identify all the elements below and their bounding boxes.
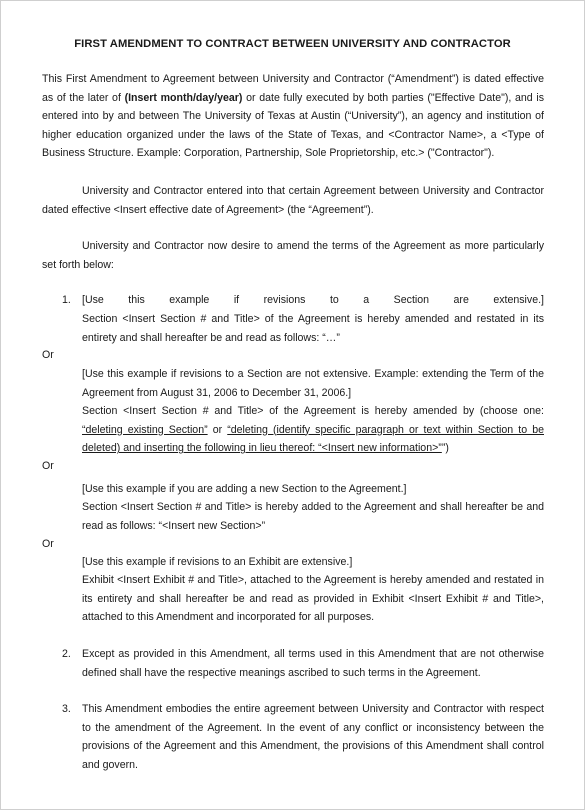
or-label-3: Or [42,538,54,550]
intro-text-2: or date fully executed by both parties ("Effective Date"), and is entered into by and between The University of Texas at Austin (“University”), an agency and institution of higher education organized under the laws of the State of Texas, and <Contractor Name>, a <Type of Business Structure. Example: Corporation, Partnership, Sole Proprietorship, etc.> ("Contractor"). [42,91,544,160]
item-2-number: 2. [62,648,71,660]
option-2-text-c: ”) [441,442,449,455]
item-1-text: Section <Insert Section # and Title> of the Agreement is hereby amended and restated in its entirety and shall hereafter be and read as follows: “…” [82,313,544,344]
option-3-text: Section <Insert Section # and Title> is hereby added to the Agreement and shall hereafter be and read as follows: “<Insert new Section>” [82,501,544,532]
intro-date-placeholder: (Insert month/day/year) [124,91,243,104]
item-3-number: 3. [62,703,71,715]
option-2-text [82,402,544,458]
document-title: FIRST AMENDMENT TO CONTRACT BETWEEN UNIVERSITY AND CONTRACTOR [74,38,511,50]
option-2-note: [Use this example if revisions to a Section are not extensive. Example: extending the Term of the Agreement from August 31, 2006 to December 31, 2006.] [82,368,544,399]
option-2-choice-1: “deleting existing Section” [82,423,208,436]
option-4-text: Exhibit <Insert Exhibit # and Title>, attached to the Agreement is hereby amended and restated in its entirety and shall hereafter be and read as provided in Exhibit <Insert Exhibit # and Title>, attached to this Amendment and incorporated for all purposes. [82,574,544,624]
option-3-note: [Use this example if you are adding a new Section to the Agreement.] [82,483,407,495]
item-1-number: 1. [62,294,71,306]
item-3-text: This Amendment embodies the entire agreement between University and Contractor with respect to the amendment of the Agreement. In the event of any conflict or inconsistency between the provisions of the Agreement and this Amendment, the provisions of this Amendment shall control and govern. [82,703,544,771]
intro-paragraph [42,70,544,163]
option-2-text-a: Section <Insert Section # and Title> of the Agreement is hereby amended by (choose one: [82,405,544,417]
option-4-note: [Use this example if revisions to an Exhibit are extensive.] [82,556,353,568]
option-2-choice-2: “deleting (identify specific paragraph or text within Section to be deleted) and inserting the following in lieu thereof: “<Insert new information>” [82,423,544,455]
intro-text-1: This First Amendment to Agreement between University and Contractor (“Amendment”) is dated effective as of the later of [42,73,544,104]
agreement-paragraph: University and Contractor entered into that certain Agreement between University and Contractor dated effective <Insert effective date of Agreement> (the “Agreement”). [42,185,544,216]
or-label-2: Or [42,460,54,472]
option-2-text-b: or [207,423,228,436]
item-1-note: [Use this example if revisions to a Section are extensive.] [82,294,544,306]
or-label-1: Or [42,349,54,361]
item-2-text: Except as provided in this Amendment, all terms used in this Amendment that are not otherwise defined shall have the respective meanings ascribed to such terms in the Agreement. [82,648,544,679]
desire-paragraph: University and Contractor now desire to amend the terms of the Agreement as more particularly set forth below: [42,240,544,271]
